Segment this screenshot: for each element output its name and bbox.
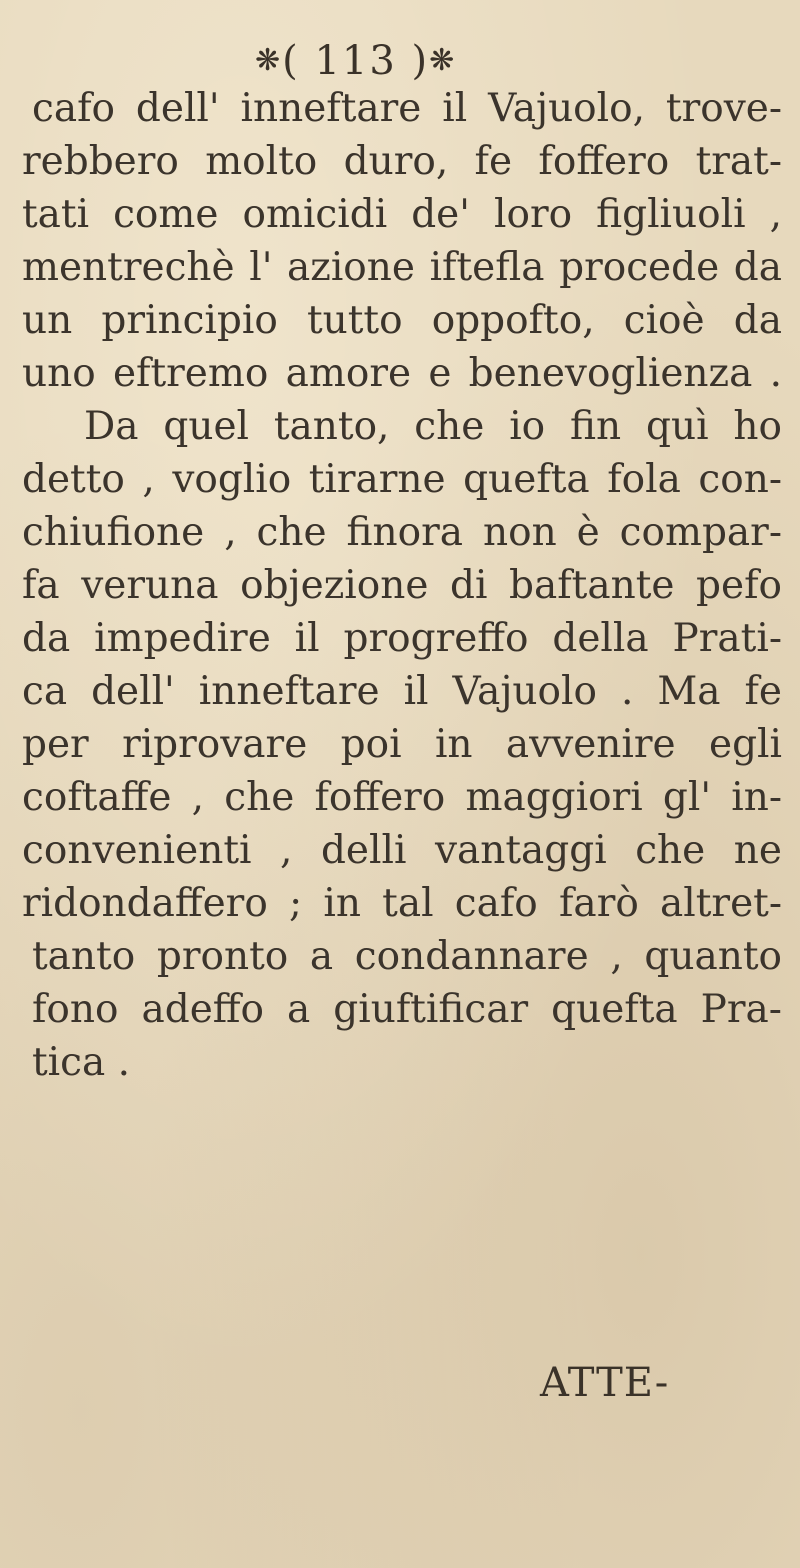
text-line: un principio tutto oppofto, cioè da	[22, 298, 782, 343]
text-line: fono adeffo a giuftificar quefta Pra-	[32, 987, 782, 1032]
body-text	[22, 82, 782, 1089]
text-line: Da quel tanto, che io fin quì ho	[84, 404, 782, 449]
text-line: cafo dell' inneftare il Vajuolo, trove-	[32, 86, 782, 131]
text-line: per riprovare poi in avvenire egli	[22, 722, 782, 767]
text-line: mentrechè l' azione iftefla procede da	[22, 245, 782, 290]
text-line: rebbero molto duro, fe foffero trat-	[22, 139, 782, 184]
text-line: uno eftremo amore e benevoglienza .	[22, 351, 782, 396]
text-line: ridondaffero ; in tal cafo farò altret-	[22, 881, 782, 926]
text-line: da impedire il progreffo della Prati-	[22, 616, 782, 661]
page-number: ( 113 )	[282, 38, 430, 84]
text-line: ca dell' inneftare il Vajuolo . Ma fe	[22, 669, 782, 714]
text-line: convenienti , delli vantaggi che ne	[22, 828, 782, 873]
ornament-right-icon: ❋	[429, 43, 457, 78]
text-line: detto , voglio tirarne quefta fola con-	[22, 457, 782, 502]
ornament-left-icon: ❋	[255, 43, 283, 78]
page-header	[255, 38, 456, 84]
text-line: coftaffe , che foffero maggiori gl' in-	[22, 775, 782, 820]
catchword: ATTE-	[540, 1360, 670, 1406]
text-line: fa veruna objezione di baftante pefo	[22, 563, 782, 608]
text-line: tica .	[32, 1040, 131, 1085]
text-line: tanto pronto a condannare , quanto	[32, 934, 782, 979]
text-line: chiufione , che finora non è compar-	[22, 510, 782, 555]
text-line: tati come omicidi de' loro figliuoli ,	[22, 192, 782, 237]
